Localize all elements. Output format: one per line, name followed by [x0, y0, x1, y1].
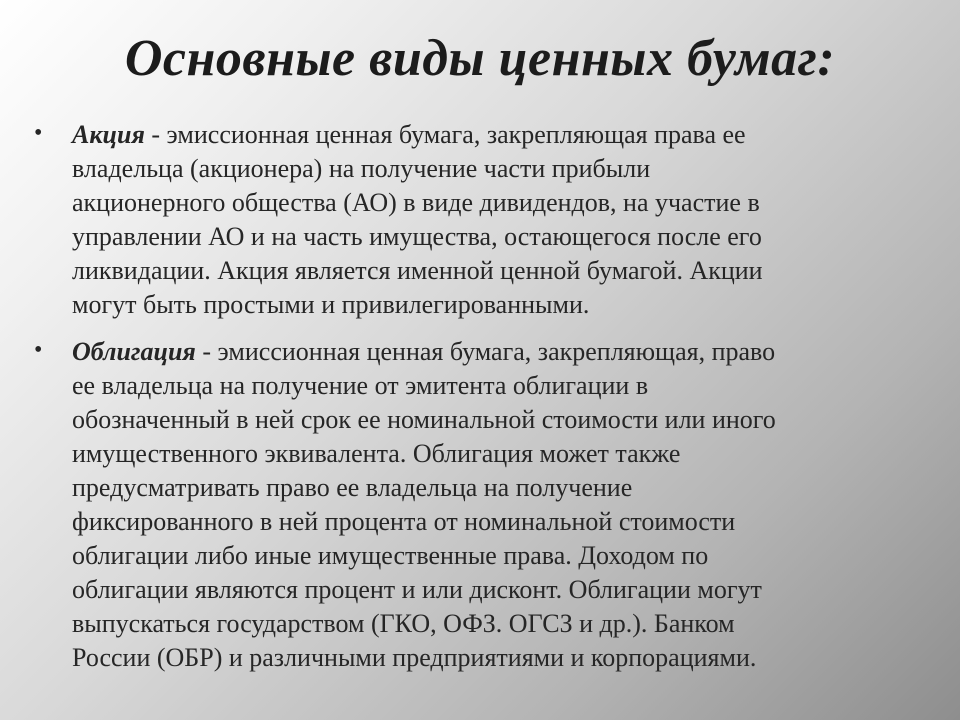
definition-line: обозначенный в ней срок ее номинальной стоимости или иного	[72, 405, 776, 434]
definition-line: облигации являются процент и или дисконт. Облигации могут	[72, 575, 762, 604]
definition-line: акционерного общества (АО) в виде дивидендов, на участие в	[72, 188, 760, 217]
definition-line: ликвидации. Акция является именной ценной бумагой. Акции	[72, 256, 763, 285]
definition-line: владельца (акционера) на получение части прибыли	[72, 154, 651, 183]
definition-line: облигации либо иные имущественные права. Доходом по	[72, 541, 709, 570]
term-bond: Облигация	[72, 337, 196, 366]
bullet-icon: •	[34, 337, 43, 363]
bullet-list	[34, 118, 934, 688]
definition-text: - эмиссионная ценная бумага, закрепляющая, право	[195, 337, 776, 366]
bullet-item-stock	[34, 118, 934, 322]
definition-line: управлении АО и на часть имущества, остающегося после его	[72, 222, 762, 251]
slide-title: Основные виды ценных бумаг:	[124, 30, 836, 87]
definition-line: имущественного эквивалента. Облигация может также	[72, 439, 681, 468]
definition-text: - эмиссионная ценная бумага, закрепляющая права ее	[144, 120, 746, 149]
definition-line: фиксированного в ней процента от номинальной стоимости	[72, 507, 736, 536]
definition-first-line	[72, 118, 934, 152]
bullet-icon: •	[34, 120, 43, 146]
definition-line: выпускаться государством (ГКО, ОФЗ. ОГСЗ и др.). Банком	[72, 609, 735, 638]
definition-line: ее владельца на получение от эмитента облигации в	[72, 371, 649, 400]
definition-line: предусматривать право ее владельца на получение	[72, 473, 633, 502]
term-stock: Акция	[72, 120, 145, 149]
bullet-item-bond	[34, 335, 934, 675]
definition-line: могут быть простыми и привилегированными.	[72, 290, 590, 319]
definition-first-line	[72, 335, 934, 369]
definition-line: России (ОБР) и различными предприятиями и корпорациями.	[72, 643, 757, 672]
